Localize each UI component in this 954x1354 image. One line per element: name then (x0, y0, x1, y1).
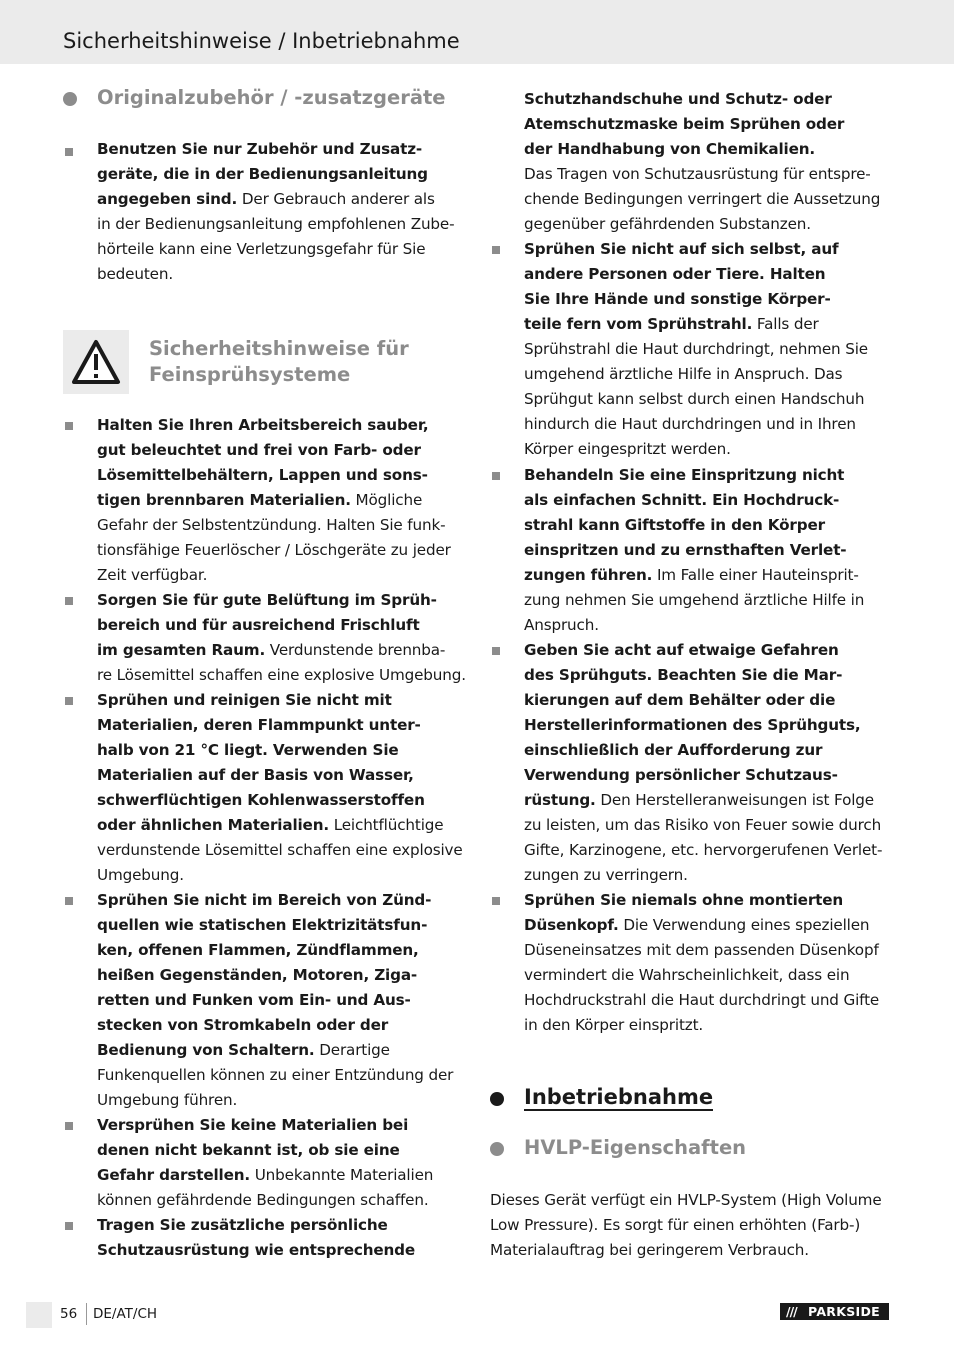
section-heading-text: Originalzubehör / -zusatzgeräte (97, 86, 446, 109)
item-body-text: Die Verwendung eines speziellen Düseneinsatzes mit dem passenden Düsenkopf vermindert die Wahrscheinlichkeit, dass ein Hochdruckstrahl die Haut durchdringt und Gifte in den Körper einspritzt. (524, 916, 880, 1034)
section-heading-text: Inbetriebnahme (524, 1085, 714, 1109)
footer-divider (86, 1303, 87, 1325)
square-bullet-icon (65, 697, 73, 705)
item-bold-text: Benutzen Sie nur Zubehör und Zusatz- geräte, die in der Bedienungsanleitung angegeben sind. (97, 140, 428, 208)
page-number: 56 (60, 1306, 78, 1322)
square-bullet-icon (492, 472, 500, 480)
page-title: Sicherheitshinweise / Inbetriebnahme (63, 29, 460, 53)
item-body-text: Unbekannte Materialien können gefährdende Bedingungen schaffen. (97, 1166, 434, 1209)
parkside-logo: /// PARKSIDE (780, 1303, 889, 1320)
square-bullet-icon (492, 647, 500, 655)
item-bold-text: Sprühen Sie nicht im Bereich von Zünd- quellen wie statischen Elektrizitätsfun- ken, offenen Flammen, Zündflammen, heißen Gegenständen, Motoren, Ziga- retten und Funken vom Ein- und Aus- stecken von Stromkabeln oder der Bedienung von Schaltern. (97, 891, 432, 1059)
item-bold-text: Sorgen Sie für gute Belüftung im Sprüh- bereich und für ausreichend Frischluft im gesamten Raum. (97, 591, 437, 659)
square-bullet-icon (65, 597, 73, 605)
item-body-text: Das Tragen von Schutzausrüstung für entspre- chende Bedingungen verringert die Aussetzung gegenüber gefährdenden Substanzen. (524, 165, 881, 233)
item-bold-text: Tragen Sie zusätzliche persönliche Schutzausrüstung wie entsprechende (97, 1216, 416, 1259)
hvlp-paragraph: Dieses Gerät verfügt ein HVLP-System (High Volume Low Pressure). Es sorgt für einen erhöhten (Farb-) Materialauftrag bei geringerem Verbrauch. (490, 1191, 882, 1259)
region-label: DE/AT/CH (93, 1306, 158, 1322)
section-heading-text: HVLP-Eigenschaften (524, 1136, 747, 1159)
item-bold-text: Sprühen Sie nicht auf sich selbst, auf andere Personen oder Tiere. Halten Sie Ihre Hände und sonstige Körper- teile fern vom Sprühstrahl. (524, 240, 839, 333)
item-bold-text: Halten Sie Ihren Arbeitsbereich sauber, gut beleuchtet und frei von Farb- oder Lösemittelbehältern, Lappen und sons- tigen brennbaren Materialien. (97, 416, 429, 509)
square-bullet-icon (65, 422, 73, 430)
item-body-text: Derartige Funkenquellen können zu einer Entzündung der Umgebung führen. (97, 1041, 454, 1109)
item-bold-text: Versprühen Sie keine Materialien bei denen nicht bekannt ist, ob sie eine Gefahr darstellen. (97, 1116, 409, 1184)
item-bold-text: Sprühen und reinigen Sie nicht mit Materialien, deren Flammpunkt unter- halb von 21 °C liegt. Verwenden Sie Materialien auf der Basis von Wasser, schwerflüchtigen Kohlenwasserstoffen oder ähnlichen Materialien. (97, 691, 425, 834)
warning-box (63, 330, 129, 394)
heading-bullet-icon (63, 92, 77, 106)
item-body-text: Mögliche Gefahr der Selbstentzündung. Halten Sie funk- tionsfähige Feuerlöscher / Löschgeräte zu jeder Zeit verfügbar. (97, 491, 451, 584)
square-bullet-icon (492, 246, 500, 254)
footer-box (26, 1302, 52, 1328)
item-body-text: Falls der Sprühstrahl die Haut durchdringt, nehmen Sie umgehend ärztliche Hilfe in Anspruch. Das Sprühgut kann selbst durch einen Handschuh hindurch die Haut durchdringen und in Ihren Körper eingespritzt werden. (524, 315, 868, 458)
heading-bullet-icon (490, 1092, 504, 1106)
square-bullet-icon (65, 1222, 73, 1230)
square-bullet-icon (65, 1122, 73, 1130)
square-bullet-icon (65, 897, 73, 905)
item-body-text: Der Gebrauch anderer als in der Bedienungsanleitung empfohlenen Zube- hörteile kann eine Verletzungsgefahr für Sie bedeuten. (97, 190, 455, 283)
item-bold-text: Geben Sie acht auf etwaige Gefahren des Sprühguts. Beachten Sie die Mar- kierungen auf dem Behälter oder die Herstellerinformationen des Sprühguts, einschließlich der Aufforderung zur Verwendung persönlicher Schutzaus- rüstung. (524, 641, 861, 809)
item-body-text: Verdunstende brennba- re Lösemittel schaffen eine explosive Umgebung. (97, 641, 466, 684)
warning-triangle-icon (63, 330, 129, 394)
square-bullet-icon (492, 897, 500, 905)
heading-bullet-icon (490, 1142, 504, 1156)
item-bold-text: Schutzhandschuhe und Schutz- oder Atemschutzmaske beim Sprühen oder der Handhabung von Chemikalien. (524, 90, 845, 158)
item-bold-text: Sprühen Sie niemals ohne montierten Düsenkopf. (524, 891, 844, 934)
item-body-text: Leichtflüchtige verdunstende Lösemittel schaffen eine explosive Umgebung. (97, 816, 463, 884)
item-body-text: Im Falle einer Hauteinsprit- zung nehmen Sie umgehend ärztliche Hilfe in Anspruch. (524, 566, 865, 634)
square-bullet-icon (65, 148, 73, 156)
item-body-text: Den Herstelleranweisungen ist Folge zu leisten, um das Risiko von Feuer sowie durch Gifte, Karzinogene, etc. hervorgerufenen Verlet- zungen zu verringern. (524, 791, 883, 884)
item-bold-text: Behandeln Sie eine Einspritzung nicht als einfachen Schnitt. Ein Hochdruck- strahl kann Giftstoffe in den Körper einspritzen und zu ernsthaften Verlet- zungen führen. (524, 466, 847, 584)
section-heading-spray-safety: Sicherheitshinweise für Feinsprühsysteme (149, 337, 409, 386)
